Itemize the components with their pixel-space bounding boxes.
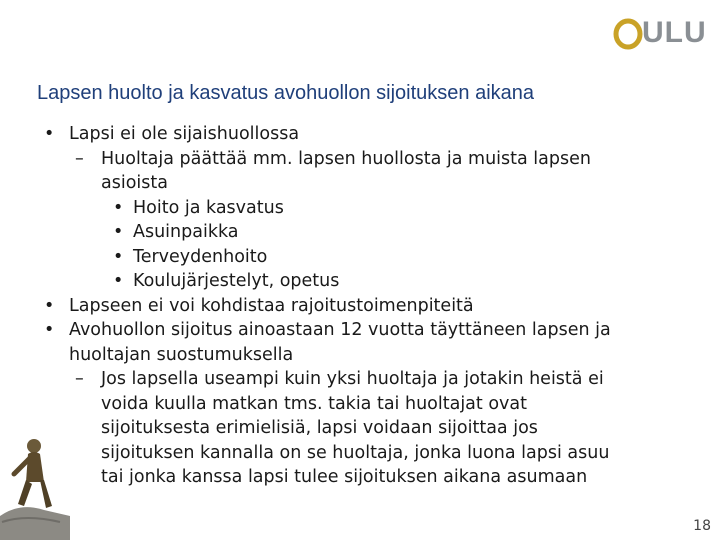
- list-item: [0, 122, 720, 147]
- list-item-text: Huoltaja päättää mm. lapsen huollosta ja muista lapsen: [101, 148, 591, 169]
- list-item: [0, 147, 720, 196]
- list-item: [0, 367, 720, 490]
- bullet-marker: •: [44, 320, 55, 340]
- page-number: 18: [693, 518, 711, 534]
- bullet-marker: •: [113, 197, 124, 218]
- bullet-marker: •: [113, 222, 124, 242]
- list-item-text: asioista: [101, 173, 168, 193]
- list-item-text: sijoituksen kannalla on se huoltaja, jonka luona lapsi asuu: [101, 442, 610, 463]
- slide-title: Lapsen huolto ja kasvatus avohuollon sijoituksen aikana: [37, 82, 535, 104]
- list-item-text: Hoito ja kasvatus: [133, 197, 284, 218]
- list-item: [0, 318, 720, 367]
- dash-marker: –: [75, 369, 84, 389]
- list-item: [0, 245, 720, 270]
- bullet-marker: •: [113, 246, 124, 267]
- list-item-text: tai jonka kanssa lapsi tulee sijoituksen aikana asumaan: [101, 467, 588, 487]
- list-item: [0, 269, 720, 294]
- logo-text: ULU: [642, 16, 707, 49]
- list-item: [0, 294, 720, 319]
- bullet-list: [0, 122, 720, 490]
- list-item: [0, 220, 720, 245]
- list-item-text: Koulujärjestelyt, opetus: [133, 271, 340, 291]
- bullet-marker: •: [113, 271, 124, 291]
- list-item: [0, 196, 720, 221]
- list-item-text: Avohuollon sijoitus ainoastaan 12 vuotta täyttäneen lapsen ja: [69, 320, 611, 340]
- bullet-marker: •: [44, 124, 55, 144]
- dash-marker: –: [75, 148, 84, 169]
- list-item-text: huoltajan suostumuksella: [69, 344, 294, 365]
- list-item-text: Lapseen ei voi kohdistaa rajoitustoimenpiteitä: [69, 295, 474, 316]
- statue-image: [0, 430, 70, 540]
- list-item-text: sijoituksesta erimielisiä, lapsi voidaan sijoittaa jos: [101, 418, 538, 438]
- list-item-text: Jos lapsella useampi kuin yksi huoltaja ja jotakin heistä ei: [101, 369, 604, 389]
- list-item-text: Lapsi ei ole sijaishuollossa: [69, 124, 300, 144]
- university-logo: [612, 14, 712, 52]
- list-item-text: voida kuulla matkan tms. takia tai huoltajat ovat: [101, 393, 527, 414]
- bullet-marker: •: [44, 295, 55, 316]
- list-item-text: Asuinpaikka: [133, 222, 239, 242]
- list-item-text: Terveydenhoito: [133, 246, 268, 267]
